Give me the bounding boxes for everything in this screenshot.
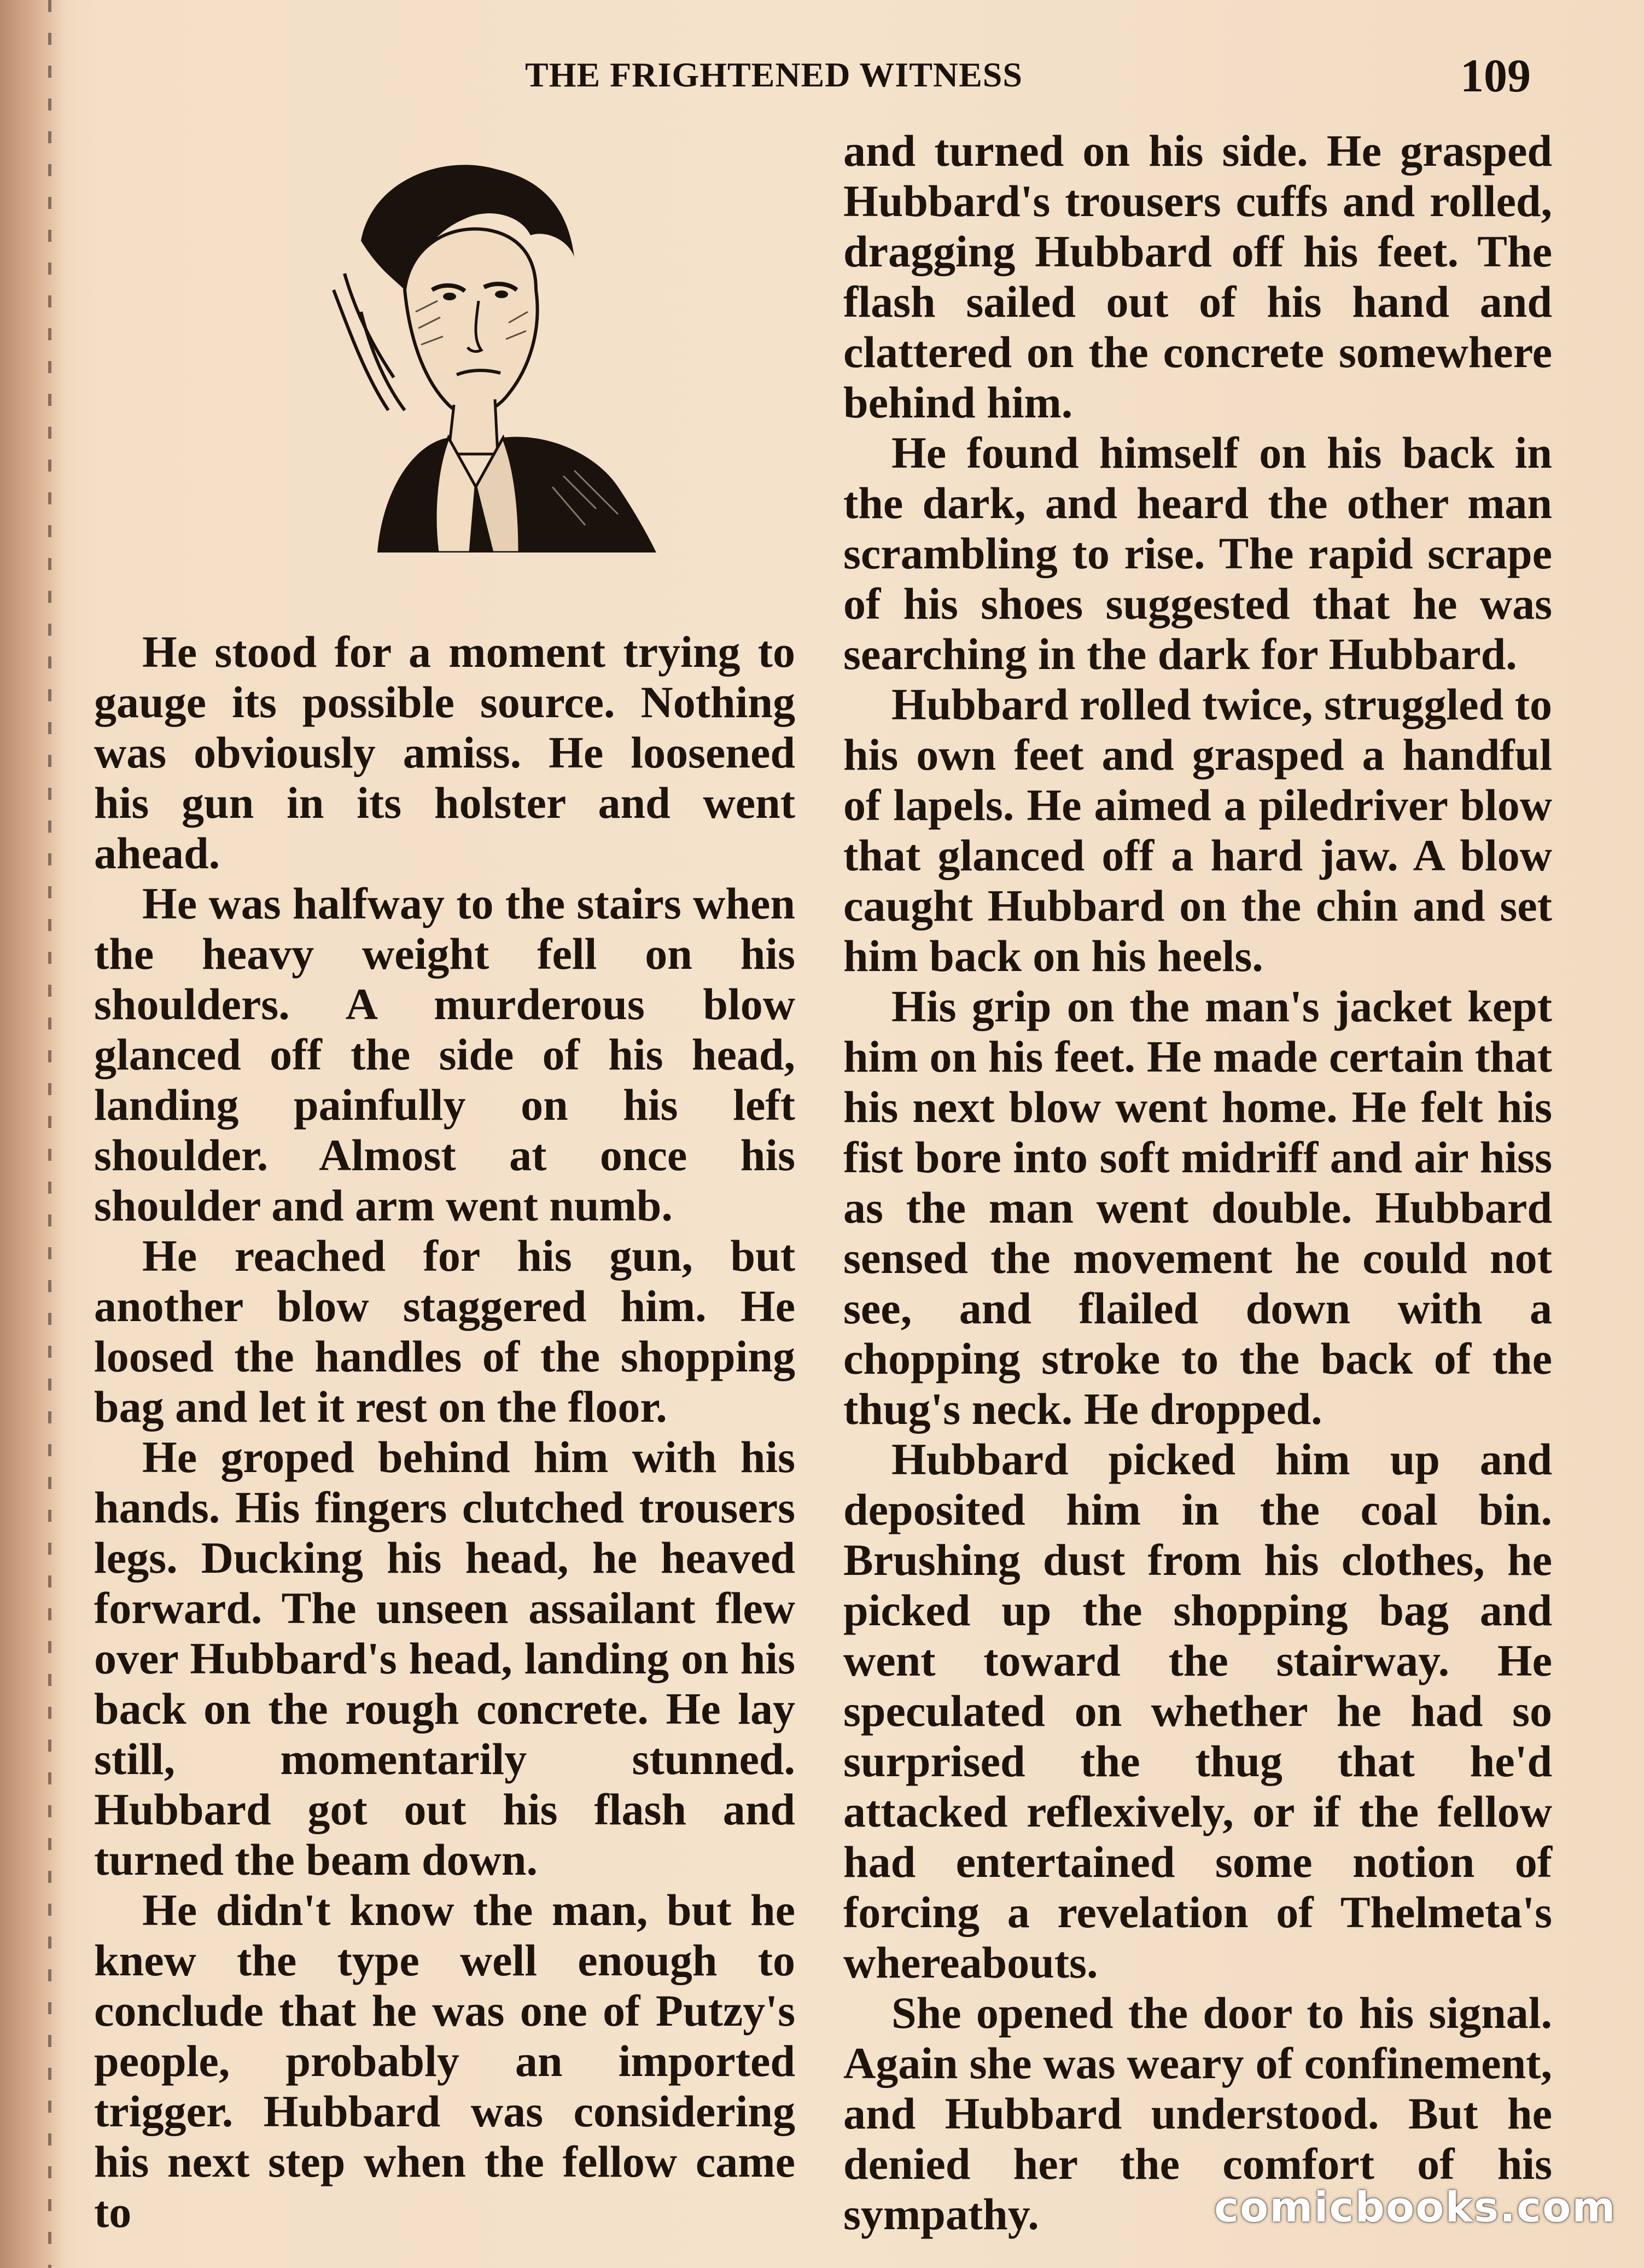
running-title: THE FRIGHTENED WITNESS bbox=[525, 55, 1023, 94]
paragraph: His grip on the man's jacket kept him on his feet. He made certain that his next blow went home. He felt his fist bore into soft midriff and air hiss as the man went double. Hubbard sensed the movement he could not see, and flailed down with a chopping stroke to the back of the thug's neck. He dropped. bbox=[843, 981, 1552, 1434]
paragraph: He groped behind him with his hands. His fingers clutched trousers legs. Ducking his head, he heaved forward. The unseen assailant flew over Hubbard's head, landing on his back on the rough concrete. He lay still, momentarily stunned. Hubbard got out his flash and turned the beam down. bbox=[94, 1432, 795, 1885]
paragraph: Hubbard picked him up and deposited him in the coal bin. Brushing dust from his clothes, he picked up the shopping bag and went toward the stairway. He speculated on whether he had so surprised the thug that he'd attacked reflexively, or if the fellow had entertained some notion of forcing a revelation of Thelmeta's whereabouts. bbox=[843, 1434, 1552, 1987]
portrait-drawing bbox=[312, 148, 684, 553]
paragraph: He stood for a moment trying to gauge its possible source. Nothing was obviously amiss. He loosened his gun in its holster and went ahead. bbox=[94, 627, 795, 878]
page-gutter bbox=[0, 0, 66, 2268]
page-number: 109 bbox=[1460, 49, 1531, 102]
binding-stitch-line bbox=[48, 0, 51, 2268]
left-text-column bbox=[94, 627, 795, 2237]
site-watermark: comicbooks.com bbox=[1214, 2183, 1617, 2231]
paragraph: He was halfway to the stairs when the heavy weight fell on his shoulders. A murderous blow glanced off the side of his head, landing painfully on his left shoulder. Almost at once his shoulder and arm went numb. bbox=[94, 879, 795, 1230]
man-portrait-illustration bbox=[312, 148, 684, 553]
paragraph: She opened the door to his signal. Again she was weary of confinement, and Hubbard understood. But he denied her the comfort of his sympathy. bbox=[843, 1988, 1552, 2239]
paragraph-continued: and turned on his side. He grasped Hubbard's trousers cuffs and rolled, dragging Hubbard off his feet. The flash sailed out of his hand and clattered on the concrete somewhere behind him. bbox=[843, 126, 1552, 427]
paragraph: He reached for his gun, but another blow staggered him. He loosed the handles of the shopping bag and let it rest on the floor. bbox=[94, 1231, 795, 1432]
paragraph: Hubbard rolled twice, struggled to his own feet and grasped a handful of lapels. He aimed a piledriver blow that glanced off a hard jaw. A blow caught Hubbard on the chin and set him back on his heels. bbox=[843, 679, 1552, 981]
paragraph: He found himself on his back in the dark, and heard the other man scrambling to rise. The rapid scrape of his shoes suggested that he was searching in the dark for Hubbard. bbox=[843, 428, 1552, 679]
right-text-column bbox=[843, 126, 1552, 2240]
paragraph: He didn't know the man, but he knew the type well enough to conclude that he was one of Putzy's people, probably an imported trigger. Hubbard was considering his next step when the fellow came to bbox=[94, 1885, 795, 2237]
